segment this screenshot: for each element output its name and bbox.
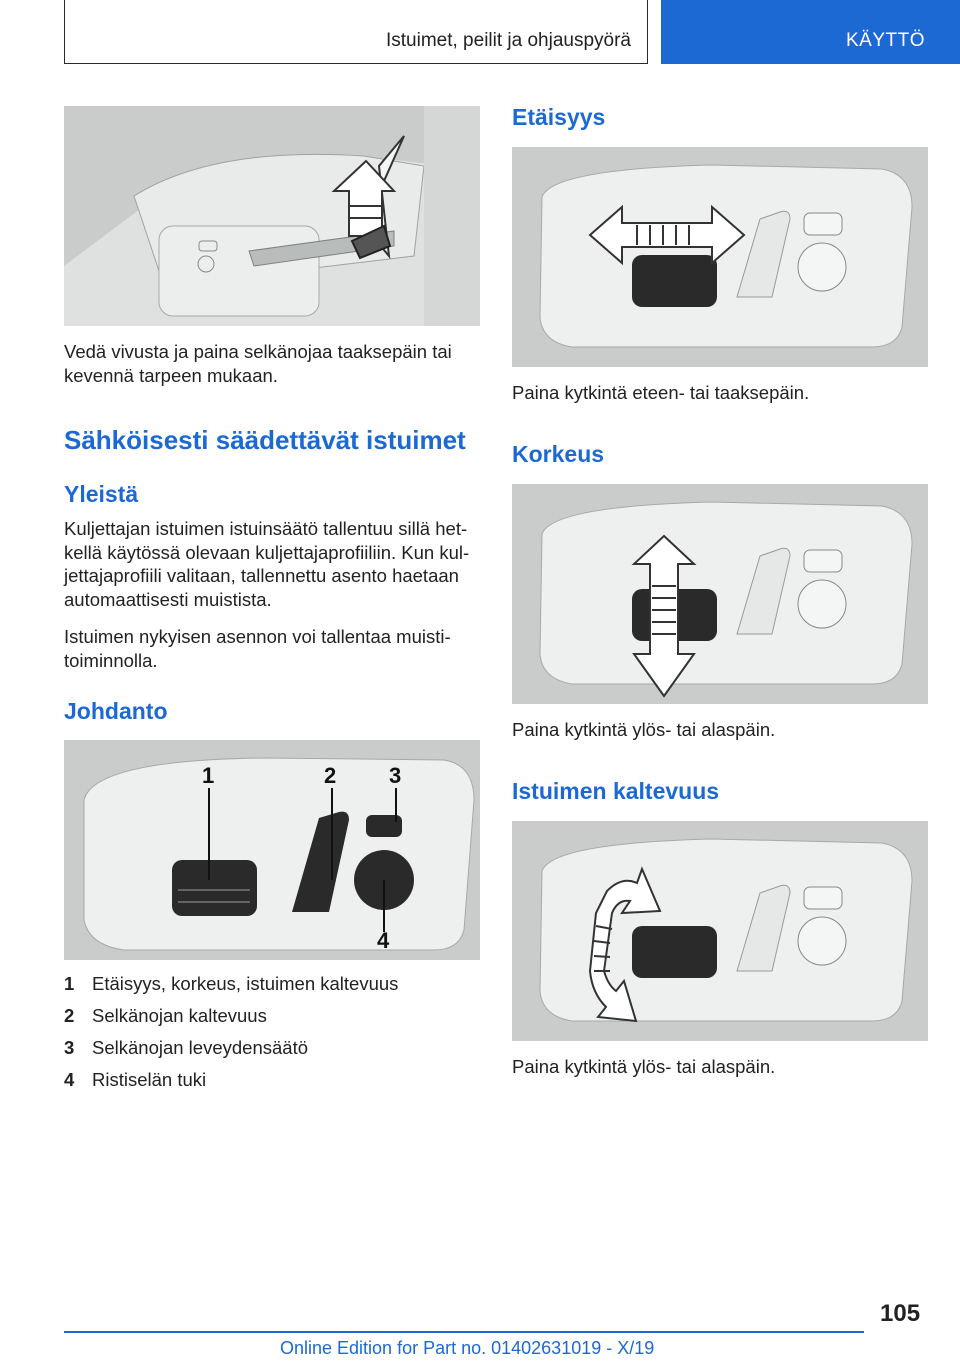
- kaltevuus-caption: Paina kytkintä ylös- tai alaspäin.: [512, 1056, 776, 1077]
- seat-tilt-adjust-illustration: [512, 821, 928, 1041]
- fig1-caption: Vedä vivusta ja paina selkänojaa taaksepäin tai kevennä tarpeen mukaan.: [64, 341, 452, 386]
- header-chapter-tab: [661, 0, 960, 64]
- legend-number: 3: [64, 1037, 75, 1058]
- legend-text: Ristiselän tuki: [92, 1069, 207, 1090]
- page-number: 105: [880, 1300, 921, 1327]
- subheading-etaisyys: Etäisyys: [512, 104, 606, 130]
- header-chapter-title: KÄYTTÖ: [846, 30, 926, 51]
- yleista-paragraph-1: Kuljettajan istuimen istuinsäätö tallentuu sillä hetkellä käytössä olevaan kuljettajaprofiiliin. Kun kuljettajaprofiili valitaan, tallennettu asento haetaan automaattisesti muistista.: [64, 518, 470, 610]
- callout-2: 2: [324, 763, 337, 788]
- legend-number: 1: [64, 973, 75, 994]
- subheading-istuimen-kaltevuus: Istuimen kaltevuus: [512, 778, 720, 804]
- legend-text: Etäisyys, korkeus, istuimen kaltevuus: [92, 973, 399, 994]
- yleista-paragraph-2: Istuimen nykyisen asennon voi tallentaa muistitoiminnolla.: [64, 626, 451, 671]
- legend-number: 2: [64, 1005, 75, 1026]
- seat-height-adjust-illustration: [512, 484, 928, 704]
- callout-1: 1: [202, 763, 215, 788]
- callout-4: 4: [377, 928, 390, 953]
- seat-distance-adjust-illustration: [512, 147, 928, 367]
- legend-number: 4: [64, 1069, 75, 1090]
- callout-3: 3: [389, 763, 402, 788]
- etaisyys-caption: Paina kytkintä eteen- tai taaksepäin.: [512, 382, 810, 403]
- seat-controls-overview-illustration: [64, 740, 480, 960]
- seat-backrest-lever-illustration: [64, 106, 480, 326]
- footer-divider: [64, 1331, 864, 1333]
- section-heading-electric-seats: Sähköisesti säädettävät istuimet: [64, 425, 466, 455]
- subheading-korkeus: Korkeus: [512, 441, 605, 467]
- subheading-yleista: Yleistä: [64, 481, 139, 507]
- korkeus-caption: Paina kytkintä ylös- tai alaspäin.: [512, 719, 776, 740]
- footer-edition: Online Edition for Part no. 01402631019 - X/19: [280, 1338, 655, 1358]
- header-section-title: Istuimet, peilit ja ohjauspyörä: [385, 30, 631, 51]
- header-section-box: [64, 0, 648, 64]
- callout-legend: [64, 973, 480, 1103]
- legend-text: Selkänojan kaltevuus: [92, 1005, 267, 1026]
- subheading-johdanto: Johdanto: [64, 698, 168, 724]
- legend-text: Selkänojan leveydensäätö: [92, 1037, 308, 1058]
